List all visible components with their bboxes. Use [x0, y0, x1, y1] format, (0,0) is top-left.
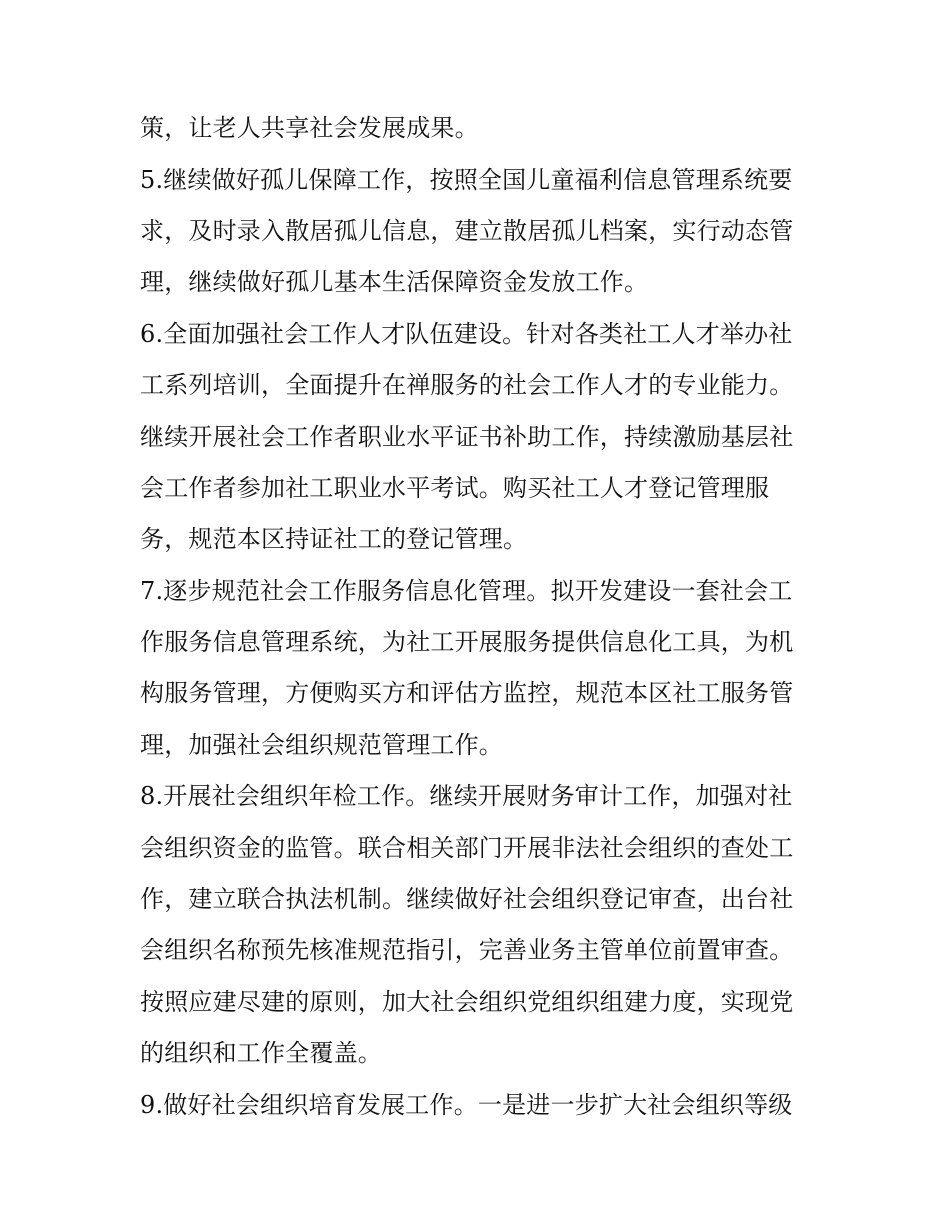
- text-line: 8.开展社会组织年检工作。继续开展财务审计工作，加强对社: [140, 782, 793, 810]
- text-line: 按照应建尽建的原则，加大社会组织党组织组建力度，实现党: [140, 988, 794, 1016]
- text-line: 9.做好社会组织培育发展工作。一是进一步扩大社会组织等级: [140, 1091, 793, 1119]
- text-line: 求，及时录入散居孤儿信息，建立散居孤儿档案，实行动态管: [140, 217, 794, 245]
- text-line: 会组织资金的监管。联合相关部门开展非法社会组织的查处工: [140, 834, 794, 862]
- text-line: 的组织和工作全覆盖。: [140, 1039, 382, 1067]
- text-line: 6.全面加强社会工作人才队伍建设。针对各类社工人才举办社: [140, 320, 793, 348]
- text-line: 作，建立联合执法机制。继续做好社会组织登记审查，出台社: [140, 885, 794, 913]
- text-line: 作服务信息管理系统，为社工开展服务提供信息化工具，为机: [140, 628, 794, 656]
- text-line: 构服务管理，方便购买方和评估方监控，规范本区社工服务管: [140, 679, 794, 707]
- text-line: 7.逐步规范社会工作服务信息化管理。拟开发建设一套社会工: [140, 577, 793, 605]
- text-line: 理，继续做好孤儿基本生活保障资金发放工作。: [140, 268, 649, 296]
- text-line: 5.继续做好孤儿保障工作，按照全国儿童福利信息管理系统要: [140, 166, 793, 194]
- text-line: 继续开展社会工作者职业水平证书补助工作，持续激励基层社: [140, 423, 794, 451]
- text-line: 务，规范本区持证社工的登记管理。: [140, 525, 528, 553]
- text-line: 理，加强社会组织规范管理工作。: [140, 731, 503, 759]
- text-line: 会组织名称预先核准规范指引，完善业务主管单位前置审查。: [140, 936, 794, 964]
- text-line: 会工作者参加社工职业水平考试。购买社工人才登记管理服: [140, 474, 770, 502]
- text-line: 策，让老人共享社会发展成果。: [140, 114, 479, 142]
- text-line: 工系列培训，全面提升在禅服务的社会工作人才的专业能力。: [140, 371, 794, 399]
